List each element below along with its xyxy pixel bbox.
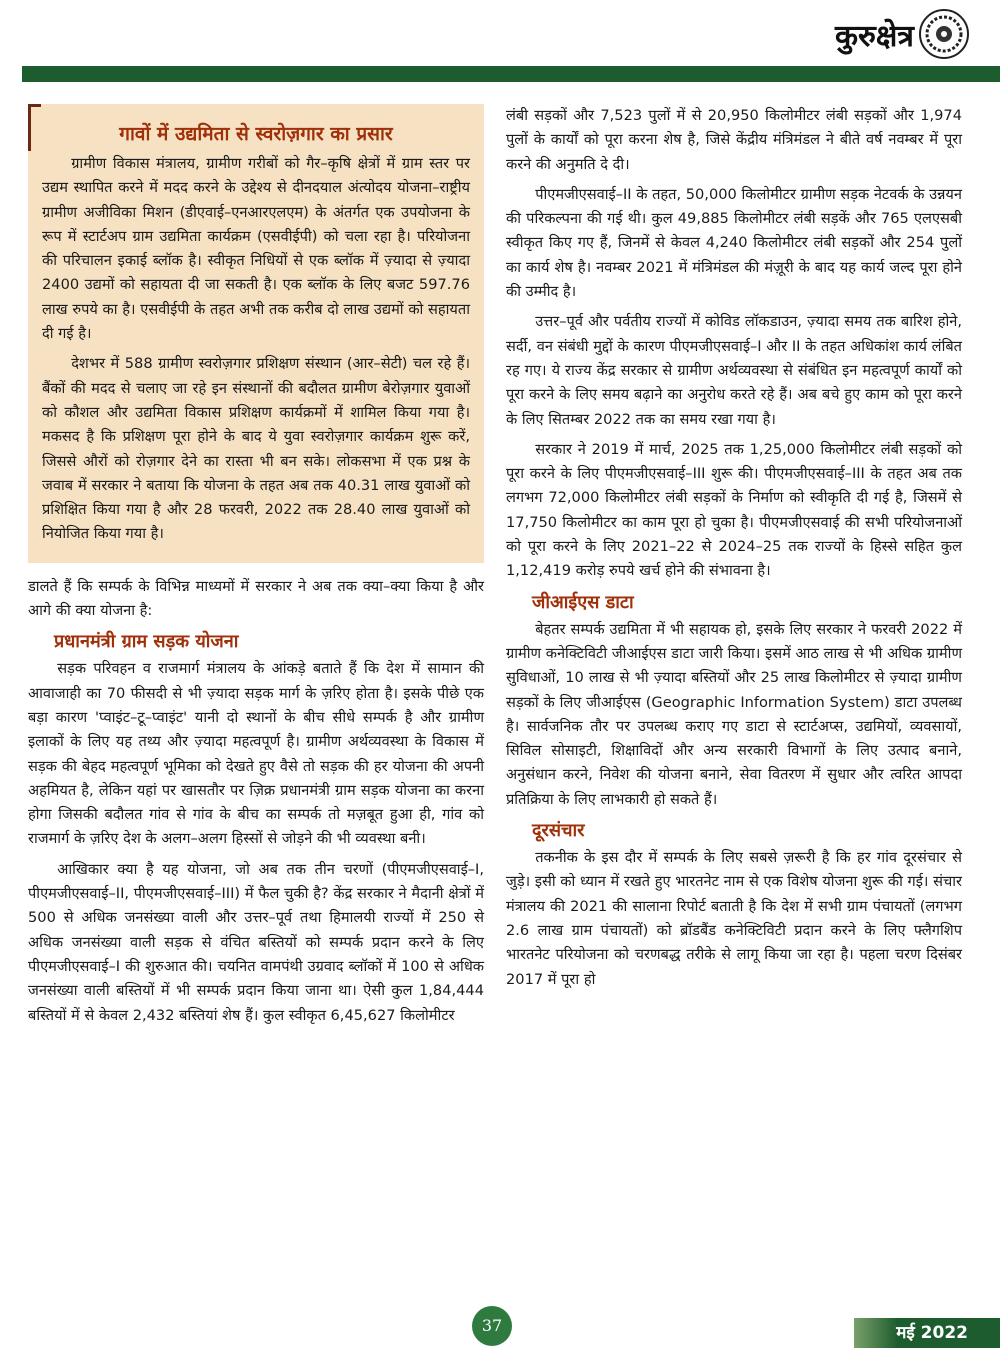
box-paragraph: देशभर में 588 ग्रामीण स्वरोज़गार प्रशिक्षण संस्थान (आर–सेटी) चल रहे हैं। बैंकों की मदद से चलाए जा रहे इन संस्थानों की बदौलत ग्रामीण बेरोज़गार युवाओं को कौशल और उद्यमिता विकास प्रशिक्षण कार्यक्रमों में शामिल किया गया है। मकसद है कि प्रशिक्षण पूरा होने के बाद ये युवा स्वरोज़गार कार्यक्रम शुरू करें, जिससे औरों को रोज़गार देने का रास्ता भी बन सके। लोकसभा में एक प्रश्न के जवाब में सरकार ने बताया कि योजना के तहत अब तक 40.31 लाख युवाओं को प्रशिक्षित किया गया है और 28 फरवरी, 2022 तक 28.40 लाख युवाओं को नियोजित किया गया है। [42, 355, 470, 543]
body-paragraph: लंबी सड़कों और 7,523 पुलों में से 20,950 किलोमीटर लंबी सड़कों और 1,974 पुलों के कार्यों को पूरा करना शेष है, जिसे केंद्रीय मंत्रिमंडल ने बीते वर्ष नवम्बर में पूरा करने की अनुमति दे दी। [506, 107, 962, 173]
section-heading-gis: जीआईएस डाटा [532, 591, 634, 613]
body-paragraph: पीएमजीएसवाई–II के तहत, 50,000 किलोमीटर ग्रामीण सड़क नेटवर्क के उन्नयन की परिकल्पना की गई थी। कुल 49,885 किलोमीटर लंबी सड़कें और 765 एलएसबी स्वीकृत किए गए हैं, जिनमें से केवल 4,240 किलोमीटर लंबी सड़कों और 254 पुलों का कार्य शेष है। नवम्बर 2021 में मंत्रिमंडल की मंज़ूरी के बाद यह कार्य जल्द पूरा होने की उम्मीद है। [506, 185, 962, 301]
left-column [28, 104, 484, 1034]
wheel-emblem-icon [918, 8, 970, 60]
header-bar [22, 66, 1000, 82]
page-number: 37 [472, 1306, 512, 1346]
right-column [506, 104, 962, 998]
issue-date: मई 2022 [854, 1318, 1000, 1348]
body-paragraph: तकनीक के इस दौर में सम्पर्क के लिए सबसे ज़रूरी है कि हर गांव दूरसंचार से जुड़े। इसी को ध्यान में रखते हुए भारतनेट नाम से एक विशेष योजना शुरू की गई। संचार मंत्रालय की 2021 की सालाना रिपोर्ट बताती है कि देश में सभी ग्राम पंचायतों (लगभग 2.6 लाख ग्राम पंचायतों) को ब्रॉडबैंड कनेक्टिविटी प्रदान करने के लिए फ्लैगशिप भारतनेट परियोजना को चरणबद्ध तरीके से लागू किया जा रहा है। पहला चरण दिसंबर 2017 में पूरा हो [506, 849, 962, 988]
body-paragraph: आखिकार क्या है यह योजना, जो अब तक तीन चरणों (पीएमजीएसवाई–I, पीएमजीएसवाई–II, पीएमजीएसवाई–III) में फैल चुकी है? केंद्र सरकार ने मैदानी क्षेत्रों में 500 से अधिक जनसंख्या वाली और उत्तर–पूर्व तथा हिमालयी राज्यों में 250 से अधिक जनसंख्या वाली सड़क से वंचित बस्तियों को सम्पर्क प्रदान करने के लिए पीएमजीएसवाई–I की शुरुआत की। चयनित वामपंथी उग्रवाद ब्लॉकों में 100 से अधिक जनसंख्या वाली बस्तियों में भी सम्पर्क प्रदान किया जाना था। ऐसी कुल 1,84,444 बस्तियों में से केवल 2,432 बस्तियां शेष हैं। कुल स्वीकृत 6,45,627 किलोमीटर [28, 860, 484, 1024]
sidebar-box [28, 104, 484, 563]
body-paragraph: सड़क परिवहन व राजमार्ग मंत्रालय के आंकड़े बताते हैं कि देश में सामान की आवाजाही का 70 फीसदी से भी ज़्यादा सड़क मार्ग के ज़रिए होता है। इसके पीछे एक बड़ा कारण 'प्वाइंट–टू–प्वाइंट' यानी दो स्थानों के बीच सीधे सम्पर्क है और ग्रामीण इलाकों के लिए यह तथ्य और ज़्यादा महत्वपूर्ण है। ग्रामीण अर्थव्यवस्था के विकास में सड़क की बेहद महत्वपूर्ण भूमिका को देखते हुए वैसे तो सड़क की हर योजना की अपनी अहमियत है, लेकिन यहां पर खासतौर पर ज़िक्र प्रधानमंत्री ग्राम सड़क योजना का करना होगा जिसकी बदौलत गांव से गांव के बीच का सम्पर्क तो मज़बूत हुआ ही, गांव को राजमार्ग के ज़रिए देश के अलग–अलग हिस्सों से जोड़ने की भी व्यवस्था बनी। [28, 660, 484, 848]
body-paragraph: बेहतर सम्पर्क उद्यमिता में भी सहायक हो, इसके लिए सरकार ने फरवरी 2022 में ग्रामीण कनेक्टिविटी जीआईएस डाटा जारी किया। इसमें आठ लाख से भी अधिक ग्रामीण सुविधाओं, 10 लाख से भी ज़्यादा बस्तियों और 25 लाख किलोमीटर से ज़्यादा ग्रामीण सड़कों के लिए जीआईएस (Geographic Information System) डाटा उपलब्ध है। सार्वजनिक तौर पर उपलब्ध कराए गए डाटा से स्टार्टअप्स, उद्यमियों, व्यवसायों, सिविल सोसाइटी, शिक्षाविदों और अन्य सरकारी विभागों के लिए उत्पाद बनाने, अनुसंधान करने, निवेश की योजना बनाने, सेवा वितरण में सुधार और त्वरित आपदा प्रतिक्रिया के लिए लाभकारी हो सकते हैं। [506, 620, 962, 808]
box-paragraph: ग्रामीण विकास मंत्रालय, ग्रामीण गरीबों को गैर–कृषि क्षेत्रों में ग्राम स्तर पर उद्यम स्थापित करने में मदद करने के उद्देश्य से दीनदयाल अंत्योदय योजना–राष्ट्रीय ग्रामीण अजीविका मिशन (डीएवाई–एनआरएलएम) के अंतर्गत एक उपयोजना के रूप में स्टार्टअप ग्राम उद्यमिता कार्यक्रम (एसवीईपी) को चला रहा है। परियोजना की परिचालन इकाई ब्लॉक है। स्वीकृत निधियों से एक ब्लॉक में ज़्यादा से ज़्यादा 2400 उद्यमों को सहायता दी जा सकती है। एक ब्लॉक के लिए बजट 597.76 लाख रुपये का है। एसवीईपी के तहत अभी तक करीब दो लाख उद्यमों को सहायता दी गई है। [42, 155, 470, 343]
box-title: गावों में उद्यमिता से स्वरोज़गार का प्रसार [119, 123, 393, 145]
magazine-title: कुरुक्षेत्र [834, 19, 914, 54]
body-paragraph: सरकार ने 2019 में मार्च, 2025 तक 1,25,000 किलोमीटर लंबी सड़कों को पूरा करने के लिए पीएमजीएसवाई–III शुरू की। पीएमजीएसवाई–III के तहत अब तक लगभग 72,000 किलोमीटर लंबी सड़कों के निर्माण को स्वीकृति दी गई है, जिसमें से 17,750 किलोमीटर का काम पूरा हो चुका है। पीएमजीएसवाई की सभी परियोजनाओं को पूरा करने के लिए 2021–22 से 2024–25 तक राज्यों के हिस्से सहित कुल 1,12,419 करोड़ रुपये खर्च होने की संभावना है। [506, 440, 962, 580]
body-paragraph: उत्तर–पूर्व और पर्वतीय राज्यों में कोविड लॉकडाउन, ज़्यादा समय तक बारिश होने, सर्दी, वन संबंधी मुद्दों के कारण पीएमजीएसवाई–I और II के तहत अधिकांश कार्य लंबित रह गए। ये राज्य केंद्र सरकार से ग्रामीण अर्थव्यवस्था से संबंधित इन महत्वपूर्ण कार्यों को पूरा करने के लिए समय बढ़ाने का अनुरोध करते रहे हैं। अब बचे हुए काम को पूरा करने के लिए सितम्बर 2022 तक का समय रखा गया है। [506, 313, 962, 428]
section-heading-pmgsy: प्रधानमंत्री ग्राम सड़क योजना [54, 631, 239, 653]
section-heading-telecom: दूरसंचार [532, 820, 585, 842]
intro-paragraph: डालते हैं कि सम्पर्क के विभिन्न माध्यमों में सरकार ने अब तक क्या–क्या किया है और आगे की क्या योजना है: [28, 577, 484, 620]
